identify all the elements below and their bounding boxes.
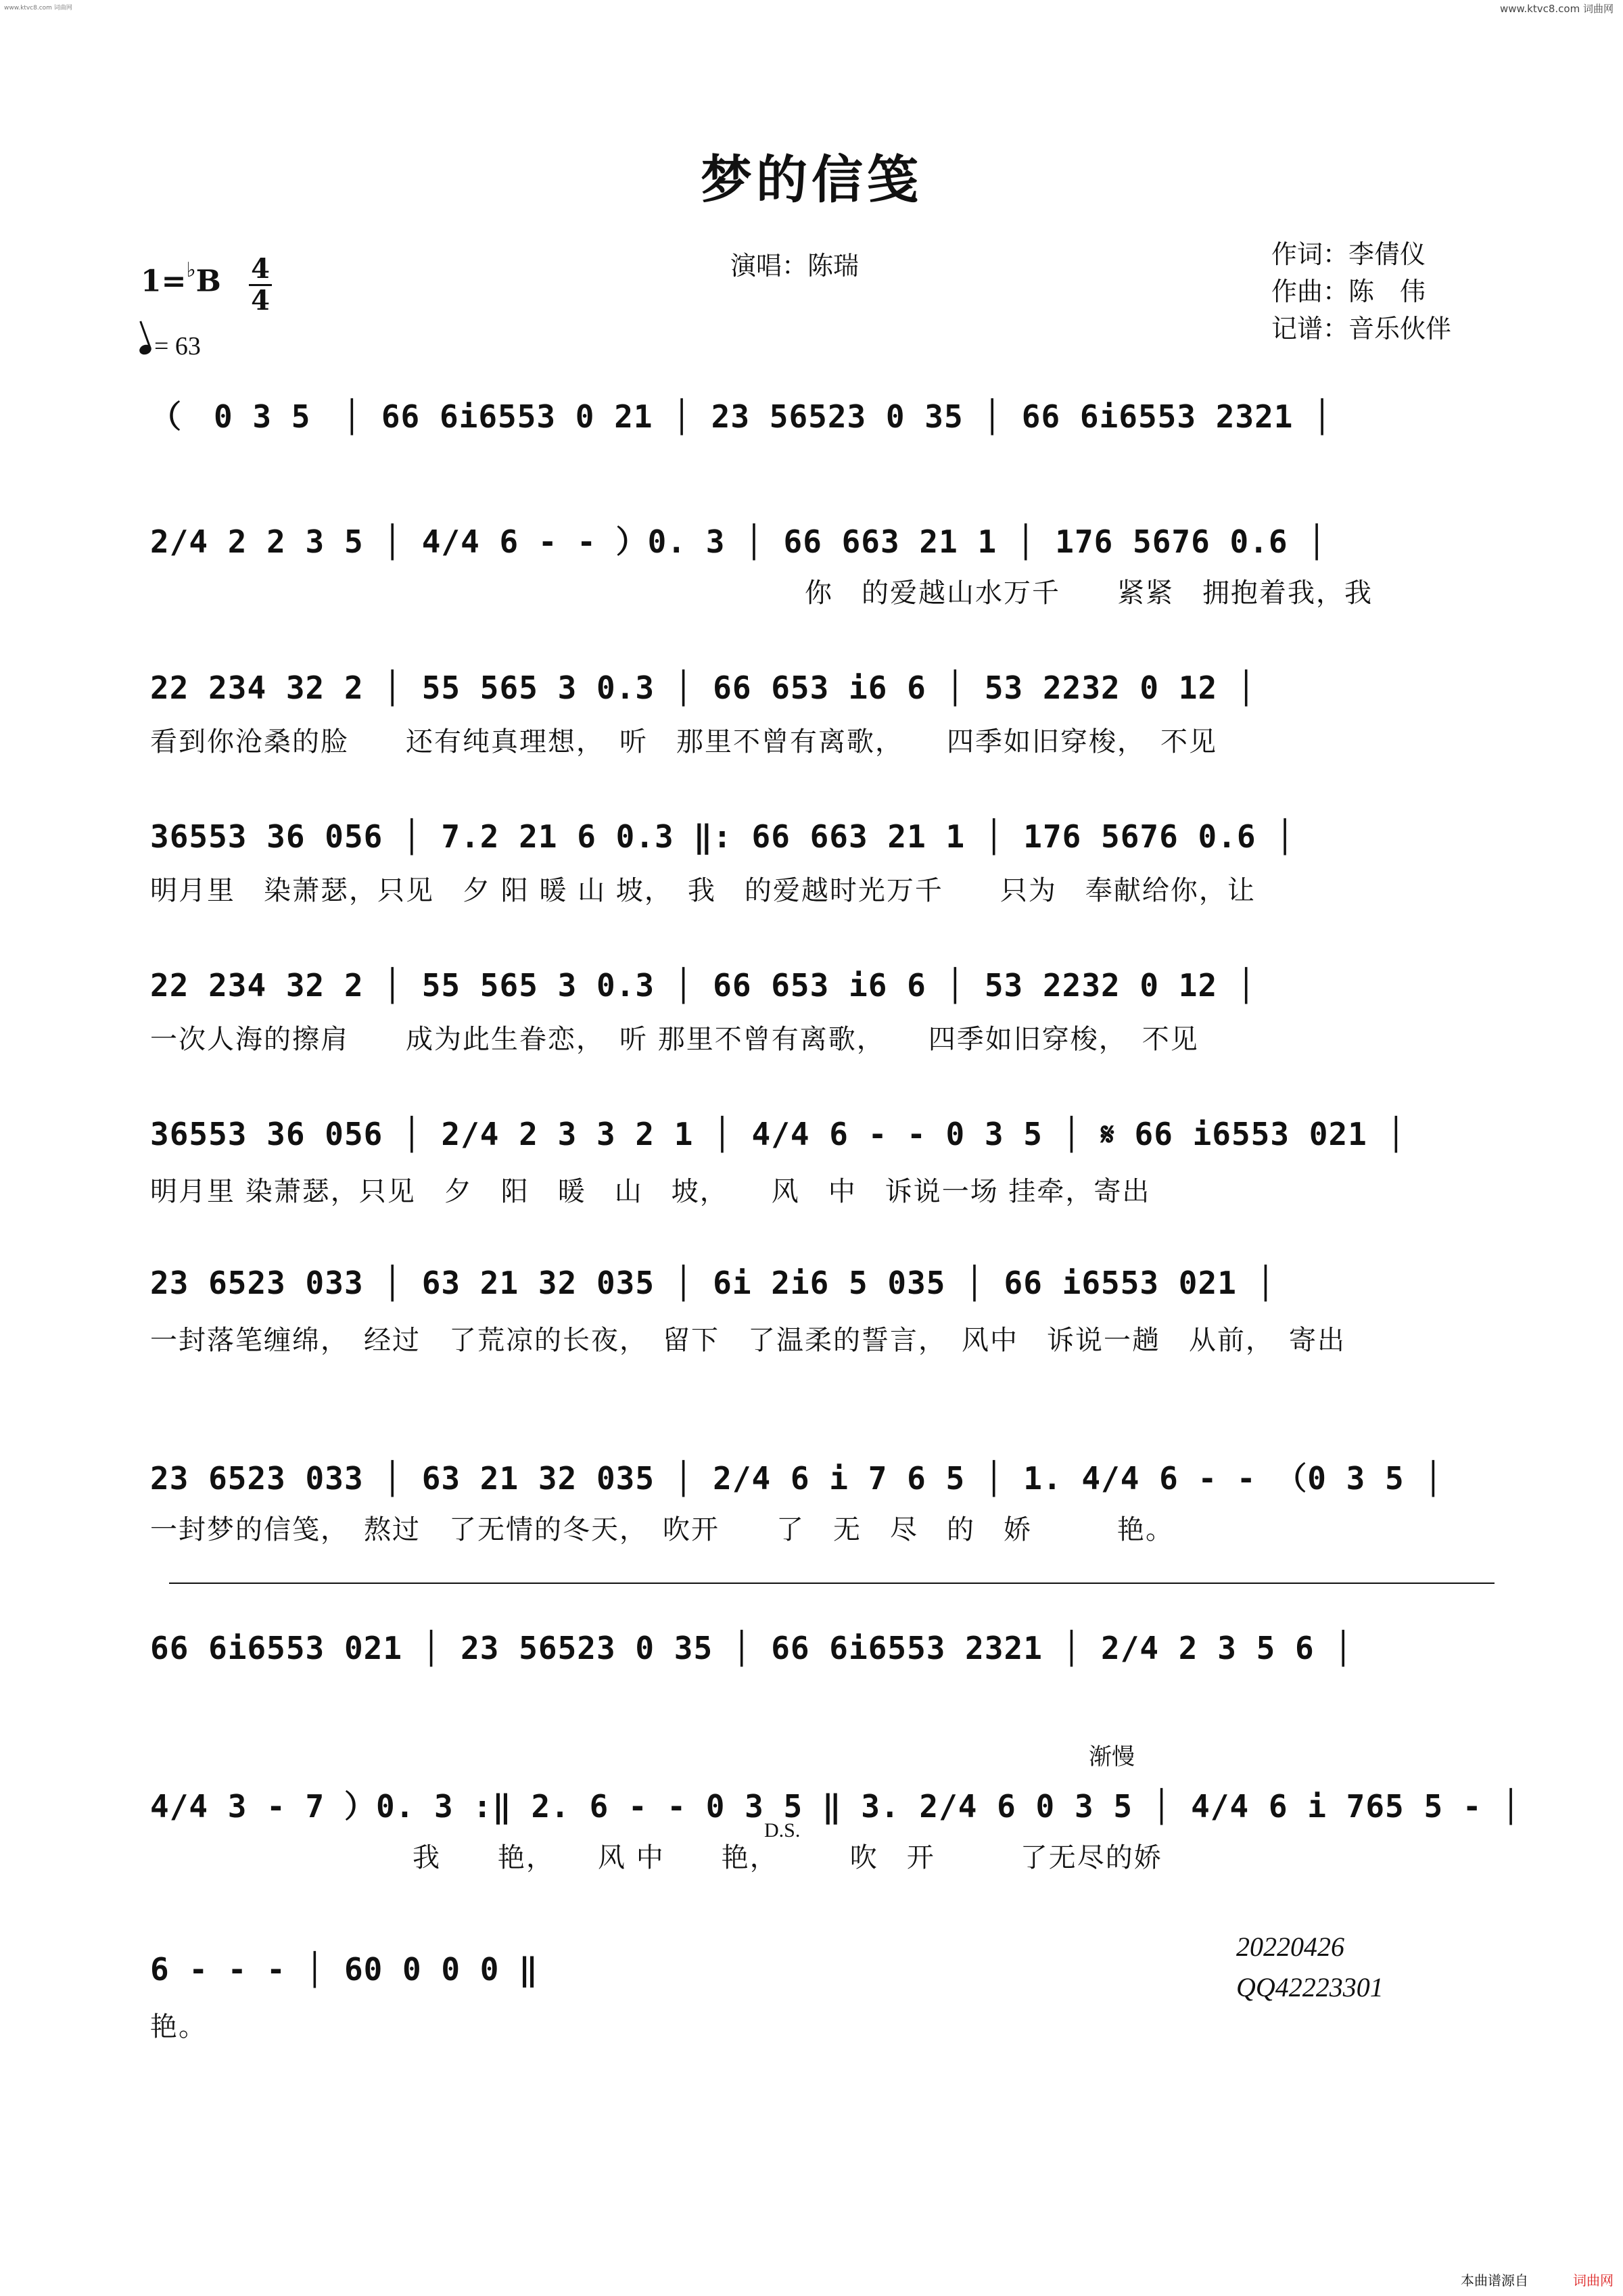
singer-credit: 演唱：陈瑞 [730,251,860,281]
transcriber-qq: QQ42223301 [1236,1972,1384,2002]
key-signature: 1=♭B [141,258,221,299]
score-line-11: 6 - - - │ 60 0 0 0 ‖ [150,1951,538,1988]
time-signature: 4 4 [249,254,272,316]
composer-credit: 作曲：陈 伟 [1271,277,1426,306]
lyric-line-7: 一封落笔缠绵， 经过 了荒凉的长夜， 留下 了温柔的誓言， 风中 诉说一趟 从前， 寄出 [150,1325,1346,1356]
lyric-line-5: 一次人海的擦肩 成为此生眷恋， 听 那里不曾有离歌， 四季如旧穿梭， 不见 [150,1024,1199,1055]
lyric-line-4: 明月里 染萧瑟，只见 夕 阳 暖 山 坡， 我 的爱越时光万千 只为 奉献给你，让 [150,875,1256,906]
score-line-5: 22 234 32 2 │ 55 565 3 0.3 │ 66 653 i6 6 │ 53 2232 0 12 │ [150,967,1256,1004]
lyric-line-6: 明月里 染萧瑟，只见 夕 阳 暖 山 坡， 风 中 诉说一场 挂牵，寄出 [150,1176,1151,1207]
score-line-4: 36553 36 056 │ 7.2 21 6 0.3 ‖: 66 663 21 1 │ 176 5676 0.6 │ [150,818,1295,855]
score-line-8: 23 6523 033 │ 63 21 32 035 │ 2/4 6 i 7 6 5 │ 1. 4/4 6 - - （0 3 5 │ [150,1460,1444,1497]
score-line-6: 36553 36 056 │ 2/4 2 3 3 2 1 │ 4/4 6 - - 0 3 5 │ 𝄋 66 i6553 021 │ [150,1116,1407,1152]
score-line-1: （ 0 3 5 │ 66 6i6553 0 21 │ 23 56523 0 35 │ 66 6i6553 2321 │ [150,398,1332,435]
transcriber-credit: 记谱：音乐伙伴 [1271,314,1452,344]
lyric-line-3: 看到你沧桑的脸 还有纯真理想， 听 那里不曾有离歌， 四季如旧穿梭， 不见 [150,726,1217,757]
lyric-line-10: 我 艳， 风 中 艳， 吹 开 了无尽的娇 [413,1842,1162,1873]
lyric-line-8: 一封梦的信笺， 熬过 了无情的冬天， 吹开 了 无 尽 的 娇 艳。 [150,1514,1174,1545]
section-divider [169,1583,1495,1584]
transcription-date: 20220426 [1236,1931,1344,1962]
song-title: 梦的信笺 [701,149,922,210]
flat-sign: ♭ [186,258,196,282]
dal-segno-mark: D.S. [764,1819,801,1842]
site-watermark-right: www.ktvc8.com 词曲网 [1499,3,1614,15]
lyric-line-2: 你 的爱越山水万千 紧紧 拥抱着我，我 [805,578,1373,609]
score-line-10: 4/4 3 - 7 ）0. 3 :‖ 2. 6 - - 0 3 5 ‖ 3. 2/4 6 0 3 5 │ 4/4 6 i 765 5 - │ [150,1788,1521,1825]
footer-source-note: 本曲谱源自 [1461,2272,1528,2289]
footer-brand: 词曲网 [1573,2272,1614,2289]
ritardando-mark: 渐慢 [1089,1743,1135,1771]
lyric-line-11: 艳。 [150,2011,207,2042]
quarter-note-icon [138,343,153,356]
score-line-7: 23 6523 033 │ 63 21 32 035 │ 6i 2i6 5 035 │ 66 i6553 021 │ [150,1265,1276,1301]
score-line-9: 66 6i6553 021 │ 23 56523 0 35 │ 66 6i6553 2321 │ 2/4 2 3 5 6 │ [150,1630,1354,1666]
site-watermark-left: www.ktvc8.com 词曲网 [4,5,72,11]
score-line-2: 2/4 2 2 3 5 │ 4/4 6 - - ）0. 3 │ 66 663 21 1 │ 176 5676 0.6 │ [150,523,1327,560]
lyricist-credit: 作词：李倩仪 [1271,239,1426,269]
score-line-3: 22 234 32 2 │ 55 565 3 0.3 │ 66 653 i6 6 │ 53 2232 0 12 │ [150,670,1256,706]
tempo-marking: = 63 [139,331,201,361]
